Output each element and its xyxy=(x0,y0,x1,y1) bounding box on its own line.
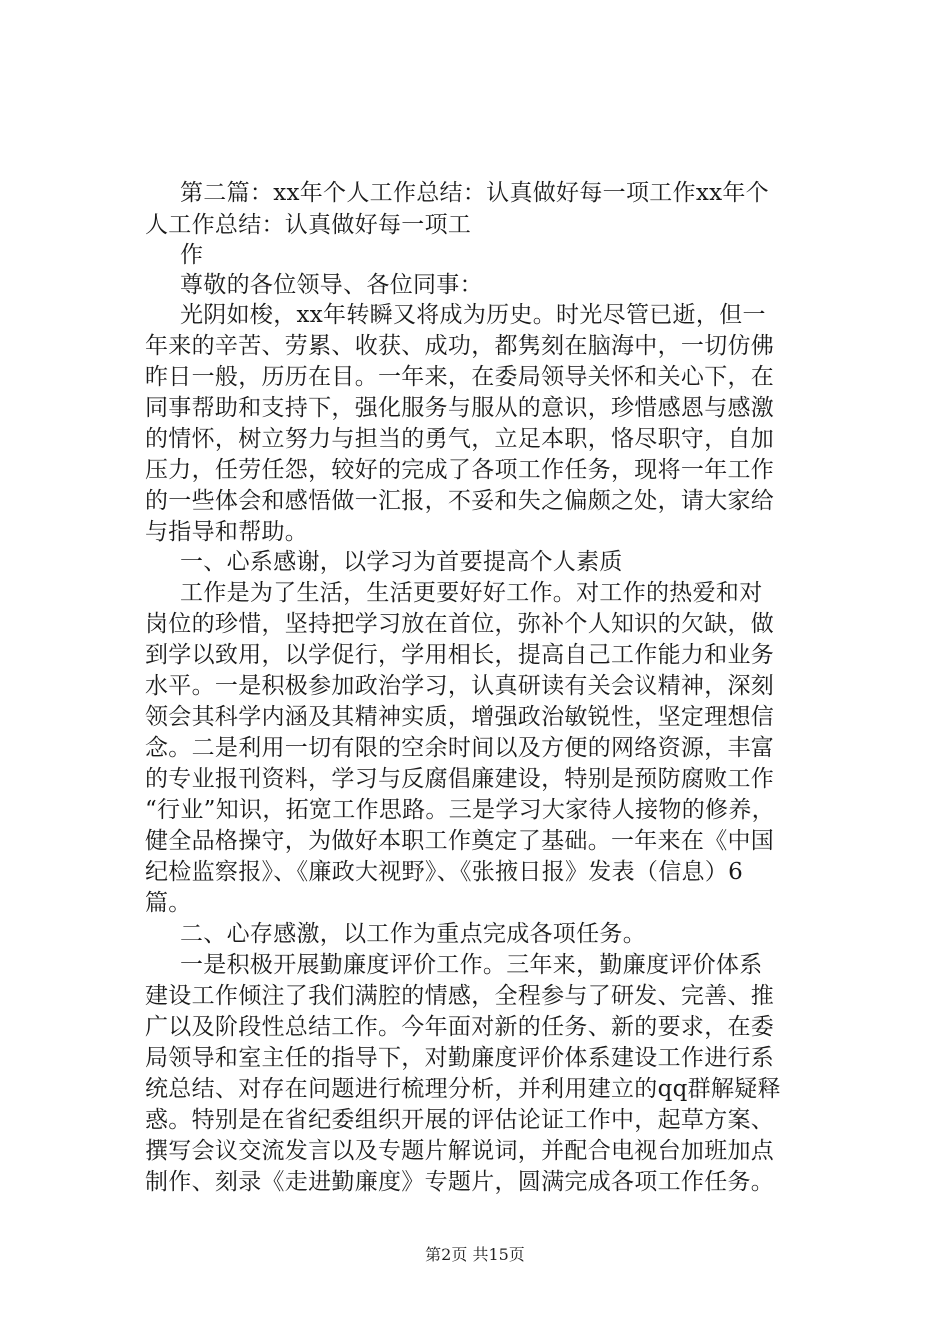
paragraph-line: 领会其科学内涵及其精神实质，增强政治敏锐性，坚定理想信 xyxy=(145,704,775,730)
paragraph-line: 的专业报刊资料，学习与反腐倡廉建设，特别是预防腐败工作 xyxy=(145,766,775,792)
title-line-1: 第二篇：xx年个人工作总结：认真做好每一项工作xx年个 xyxy=(180,180,769,206)
paragraph-line: 统总结、对存在问题进行梳理分析，并利用建立的qq群解疑释 xyxy=(145,1076,781,1102)
section-heading-2: 二、心存感激，以工作为重点完成各项任务。 xyxy=(180,921,646,947)
paragraph-line: 到学以致用，以学促行，学用相长，提高自己工作能力和业务 xyxy=(145,642,775,668)
paragraph-line: 健全品格操守，为做好本职工作奠定了基础。一年来在《中国 xyxy=(145,828,775,854)
paragraph-line: 篇。 xyxy=(145,890,192,916)
paragraph-line: 局领导和室主任的指导下，对勤廉度评价体系建设工作进行系 xyxy=(145,1045,775,1071)
paragraph-line: 惑。特别是在省纪委组织开展的评估论证工作中，起草方案、 xyxy=(145,1107,775,1133)
section-heading-1: 一、心系感谢，以学习为首要提高个人素质 xyxy=(180,549,623,575)
paragraph-line: 年来的辛苦、劳累、收获、成功，都隽刻在脑海中，一切仿佛 xyxy=(145,333,775,359)
paragraph-line: 压力，任劳任怨，较好的完成了各项工作任务，现将一年工作 xyxy=(145,457,775,483)
title-line-2: 人工作总结：认真做好每一项工 xyxy=(145,212,472,238)
paragraph-line: 制作、刻录《走进勤廉度》专题片，圆满完成各项工作任务。 xyxy=(145,1169,775,1195)
paragraph-line: 岗位的珍惜，坚持把学习放在首位，弥补个人知识的欠缺，做 xyxy=(145,611,775,637)
page-number-footer: 第2页 共15页 xyxy=(425,1245,525,1264)
paragraph-line: 昨日一般，历历在目。一年来，在委局领导关怀和关心下，在 xyxy=(145,364,775,390)
paragraph-line: 一是积极开展勤廉度评价工作。三年来，勤廉度评价体系 xyxy=(180,952,763,978)
paragraph-line: 光阴如梭，xx年转瞬又将成为历史。时光尽管已逝，但一 xyxy=(180,302,766,328)
paragraph-line: 的一些体会和感悟做一汇报，不妥和失之偏颇之处，请大家给 xyxy=(145,488,775,514)
paragraph-line: 纪检监察报》、《廉政大视野》、《张掖日报》发表（信息）6 xyxy=(145,859,744,885)
paragraph-line: 工作是为了生活，生活更要好好工作。对工作的热爱和对 xyxy=(180,580,763,606)
paragraph-line: 广以及阶段性总结工作。今年面对新的任务、新的要求，在委 xyxy=(145,1014,775,1040)
paragraph-line: 与指导和帮助。 xyxy=(145,519,309,545)
paragraph-line: 建设工作倾注了我们满腔的情感，全程参与了研发、完善、推 xyxy=(145,983,775,1009)
title-line-3: 作 xyxy=(180,242,204,268)
paragraph-line: “行业”知识，拓宽工作思路。三是学习大家待人接物的修养， xyxy=(145,797,775,823)
paragraph-line: 水平。一是积极参加政治学习，认真研读有关会议精神，深刻 xyxy=(145,673,775,699)
paragraph-line: 同事帮助和支持下，强化服务与服从的意识，珍惜感恩与感激 xyxy=(145,395,775,421)
paragraph-line: 念。二是利用一切有限的空余时间以及方便的网络资源，丰富 xyxy=(145,735,775,761)
paragraph-line: 的情怀，树立努力与担当的勇气，立足本职，恪尽职守，自加 xyxy=(145,426,775,452)
paragraph-line: 撰写会议交流发言以及专题片解说词，并配合电视台加班加点 xyxy=(145,1138,775,1164)
salutation: 尊敬的各位领导、各位同事： xyxy=(180,272,483,298)
